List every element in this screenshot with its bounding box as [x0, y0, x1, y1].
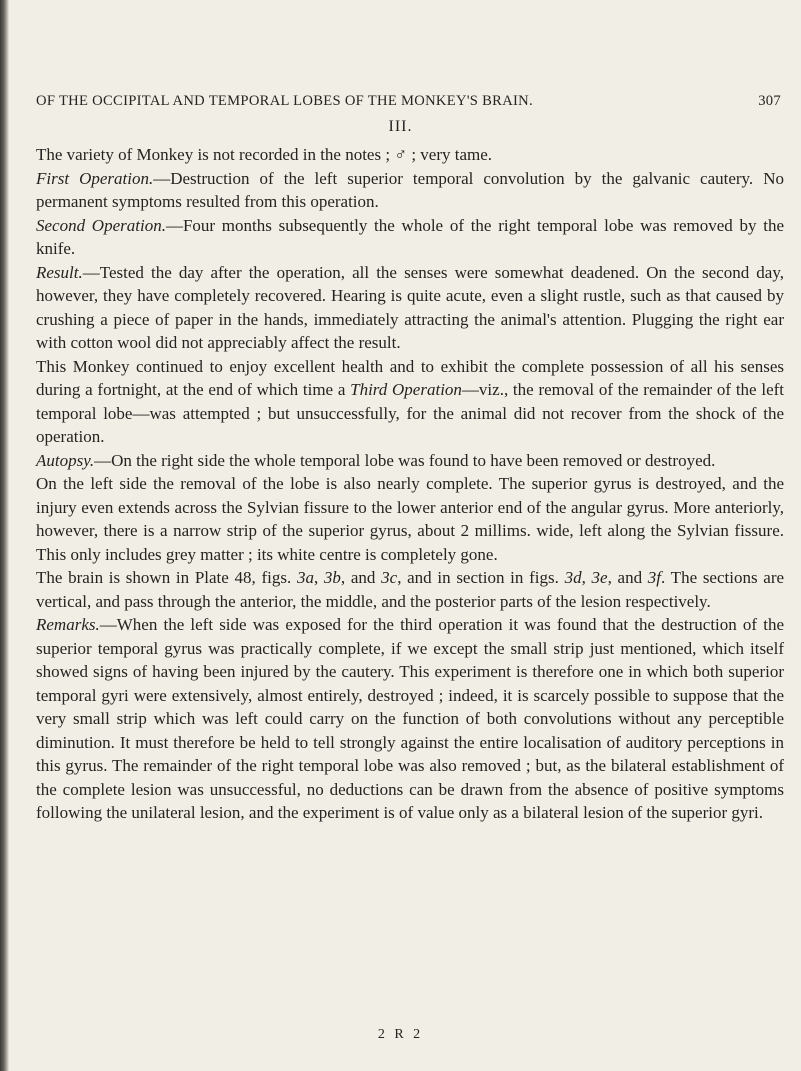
figures-text-3: , and: [340, 568, 382, 587]
paragraph-left-side: On the left side the removal of the lobe is also nearly complete. The superior gyrus is destroyed, and the injury even extends across the Sylvian fissure to the lower anterior end of the angular gyrus. More anteriorly, however, there is a narrow strip of the superior gyrus, about 2 millims. wide, left along the Sylvian fissure. This only includes grey matter ; its white centre is completely gone.: [36, 474, 784, 564]
autopsy-text: —On the right side the whole temporal lobe was found to have been removed or destroyed.: [94, 450, 716, 470]
paragraph-second-operation: [36, 214, 784, 261]
second-operation-text: —Four months subsequently the whole of the right temporal lobe was removed by the knife.: [36, 215, 784, 258]
paragraph-result: [36, 261, 784, 355]
signature-mark: 2 R 2: [377, 1027, 424, 1042]
paragraph-continued: [36, 355, 784, 449]
section-number: III.: [388, 118, 413, 135]
fig-3c: 3c: [381, 568, 398, 587]
figures-text-2: ,: [313, 568, 324, 587]
second-operation-heading: Second Operation.: [36, 215, 166, 235]
remarks-heading: Remarks.: [36, 615, 100, 634]
result-heading: Result.: [36, 262, 83, 282]
fig-3a: 3a: [296, 568, 314, 587]
third-operation-italic: Third Operation: [350, 380, 462, 399]
fig-3e: 3e: [591, 568, 608, 587]
figures-text-6: , and: [607, 568, 648, 587]
figures-text-5: ,: [581, 568, 592, 587]
paragraph-remarks: [36, 613, 784, 825]
paragraph-intro: The variety of Monkey is not recorded in the notes ; ♂ ; very tame.: [36, 145, 493, 164]
first-operation-text: —Destruction of the left superior temporal convolution by the galvanic cautery. No permanent symptoms resulted from this operation.: [36, 168, 784, 211]
paragraph-figures: [36, 566, 784, 613]
result-text: —Tested the day after the operation, all the senses were somewhat deadened. On the second day, however, they have completely recovered. Hearing is quite acute, even a slight rustle, such as that caused by crushing a piece of paper in the hands, immediately attracting the animal's attention. Plugging the right ear with cotton wool did not appreciably affect the result.: [36, 262, 784, 352]
remarks-text: —When the left side was exposed for the third operation it was found that the destruction of the superior temporal gyrus was practically complete, if we except the small strip just mentioned, which itself showed signs of having been injured by the cautery. This experiment is therefore one in which both superior temporal gyri were extensively, almost entirely, destroyed ; indeed, it is scarcely possible to suppose that the very small strip which was left could carry on the function of both convolutions without any perceptible diminution. It must therefore be held to tell strongly against the entire localisation of auditory perceptions in this gyrus. The remainder of the right temporal lobe was also removed ; but, as the bilateral establishment of the complete lesion was unsuccessful, no deductions can be drawn from the absence of positive symptoms following the unilateral lesion, and the experiment is of value only as a bilateral lesion of the superior gyri.: [36, 615, 784, 822]
body-text: [36, 143, 784, 825]
continued-text-post: —viz., the removal of the remainder of the left temporal lobe—was attempted ; but unsuccessfully, for the animal did not recover from the shock of the operation.: [36, 380, 784, 446]
fig-3b: 3b: [323, 568, 341, 587]
figures-text-4: , and in section in figs.: [397, 568, 565, 587]
fig-3d: 3d: [564, 568, 582, 587]
running-head-title: OF THE OCCIPITAL AND TEMPORAL LOBES OF THE MONKEY'S BRAIN.: [36, 93, 533, 109]
book-spine-edge: [0, 0, 9, 1071]
paragraph-autopsy: [36, 449, 784, 473]
running-head: [36, 93, 781, 111]
page-number: 307: [758, 93, 781, 109]
fig-3f: 3f: [647, 568, 662, 587]
paragraph-first-operation: [36, 167, 784, 214]
autopsy-heading: Autopsy.: [36, 450, 95, 470]
first-operation-heading: First Operation.: [36, 168, 154, 188]
figures-text-7: . The sections are vertical, and pass through the anterior, the middle, and the posterior parts of the lesion respectively.: [36, 568, 785, 611]
continued-text-pre: This Monkey continued to enjoy excellent health and to exhibit the complete possession of all his senses during a fortnight, at the end of which time a: [36, 356, 784, 399]
figures-text-1: The brain is shown in Plate 48, figs.: [36, 568, 297, 587]
